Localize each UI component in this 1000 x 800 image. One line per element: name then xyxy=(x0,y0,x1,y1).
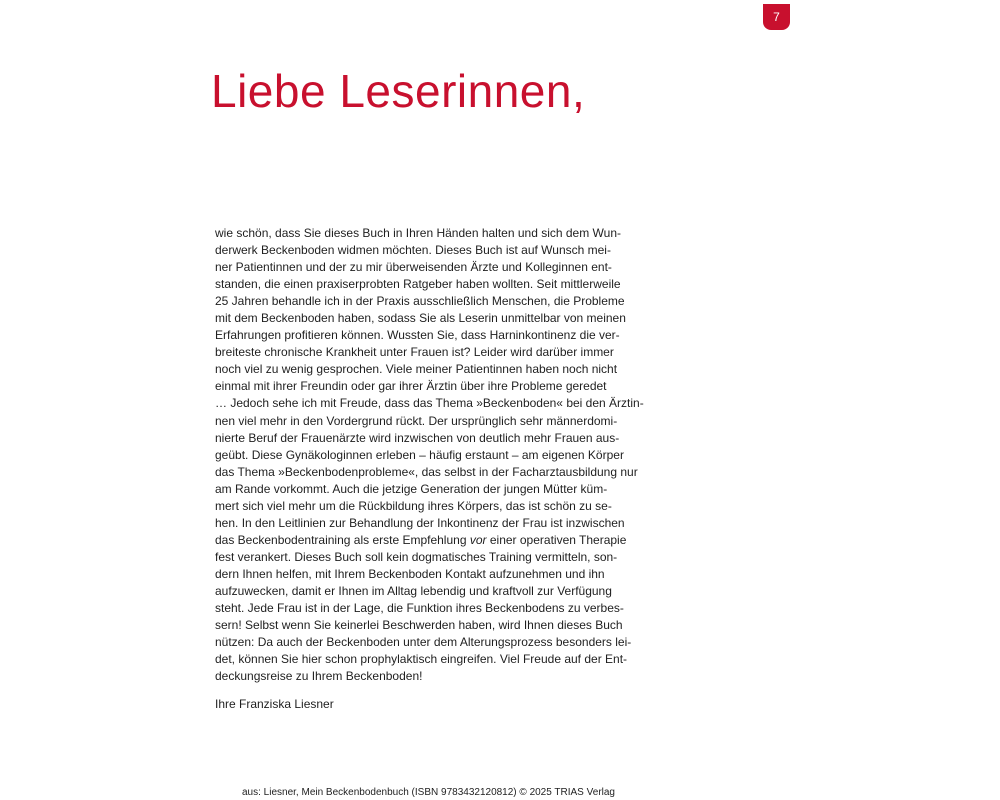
source-credit: aus: Liesner, Mein Beckenbodenbuch (ISBN 9783432120812) © 2025 TRIAS Verlag xyxy=(242,787,615,798)
body-line: geübt. Diese Gynäkologinnen erleben – häufig erstaunt – am eigenen Körper xyxy=(215,447,624,462)
body-line: standen, die einen praxiserprobten Ratgeber haben wollten. Seit mittlerweile xyxy=(215,277,621,292)
body-line: einmal mit ihrer Freundin oder gar ihrer Ärztin über ihre Probleme geredet xyxy=(215,379,607,394)
body-line: breiteste chronische Krankheit unter Frauen ist? Leider wird darüber immer xyxy=(215,345,614,360)
body-line-start: das Beckenbodentraining als erste Empfehlung xyxy=(215,532,467,547)
body-line: derwerk Beckenboden widmen möchten. Dieses Buch ist auf Wunsch mei- xyxy=(215,243,611,258)
body-line: dern Ihnen helfen, mit Ihrem Beckenboden Kontakt aufzunehmen und ihn xyxy=(215,566,605,581)
emphasis-word: vor xyxy=(469,532,487,547)
body-line: das Thema »Beckenbodenprobleme«, das selbst in der Facharztausbildung nur xyxy=(215,464,638,479)
body-line: nen viel mehr in den Vordergrund rückt. Der ursprünglich sehr männerdomi- xyxy=(215,413,618,428)
page-number-badge xyxy=(763,4,790,30)
body-line: ner Patientinnen und der zu mir überweisenden Ärzte und Kolleginnen ent- xyxy=(215,260,612,275)
body-line xyxy=(215,532,635,549)
page-title: Liebe Leserinnen, xyxy=(211,65,586,117)
body-line-end: einer operativen Therapie xyxy=(489,532,627,547)
body-line: steht. Jede Frau ist in der Lage, die Funktion ihres Beckenbodens zu verbes- xyxy=(215,601,624,616)
body-line: am Rande vorkommt. Auch die jetzige Generation der jungen Mütter küm- xyxy=(215,481,608,496)
body-line: wie schön, dass Sie dieses Buch in Ihren Händen halten und sich dem Wun- xyxy=(215,226,622,240)
body-line: mert sich viel mehr um die Rückbildung ihres Körpers, das ist schön zu se- xyxy=(215,498,612,513)
body-line: aufzuwecken, damit er Ihnen im Alltag lebendig und kraftvoll zur Verfügung xyxy=(215,583,612,598)
body-line: noch viel zu wenig gesprochen. Viele meiner Patientinnen haben noch nicht xyxy=(215,362,618,377)
signature: Ihre Franziska Liesner xyxy=(215,697,334,711)
body-line: nierte Beruf der Frauenärzte wird inzwischen von deutlich mehr Frauen aus- xyxy=(215,430,620,445)
page-number: 7 xyxy=(773,10,780,24)
body-line: sern! Selbst wenn Sie keinerlei Beschwerden haben, wird Ihnen dieses Buch xyxy=(215,618,623,633)
body-line: fest verankert. Dieses Buch soll kein dogmatisches Training vermitteln, son- xyxy=(215,549,618,564)
body-line: mit dem Beckenboden haben, sodass Sie als Leserin unmittelbar von meinen xyxy=(215,311,626,326)
body-line: … Jedoch sehe ich mit Freude, dass das Thema »Beckenboden« bei den Ärztin- xyxy=(215,396,644,411)
body-line: 25 Jahren behandle ich in der Praxis ausschließlich Menschen, die Probleme xyxy=(215,294,625,309)
body-text xyxy=(215,225,644,685)
body-line: nützen: Da auch der Beckenboden unter dem Alterungsprozess besonders lei- xyxy=(215,635,632,650)
body-line: hen. In den Leitlinien zur Behandlung der Inkontinenz der Frau ist inzwischen xyxy=(215,515,625,530)
body-line: deckungsreise zu Ihrem Beckenboden! xyxy=(215,669,423,684)
body-line: det, können Sie hier schon prophylaktisch eingreifen. Viel Freude auf der Ent- xyxy=(215,652,628,667)
body-line: Erfahrungen profitieren können. Wussten Sie, dass Harninkontinenz die ver- xyxy=(215,328,620,343)
